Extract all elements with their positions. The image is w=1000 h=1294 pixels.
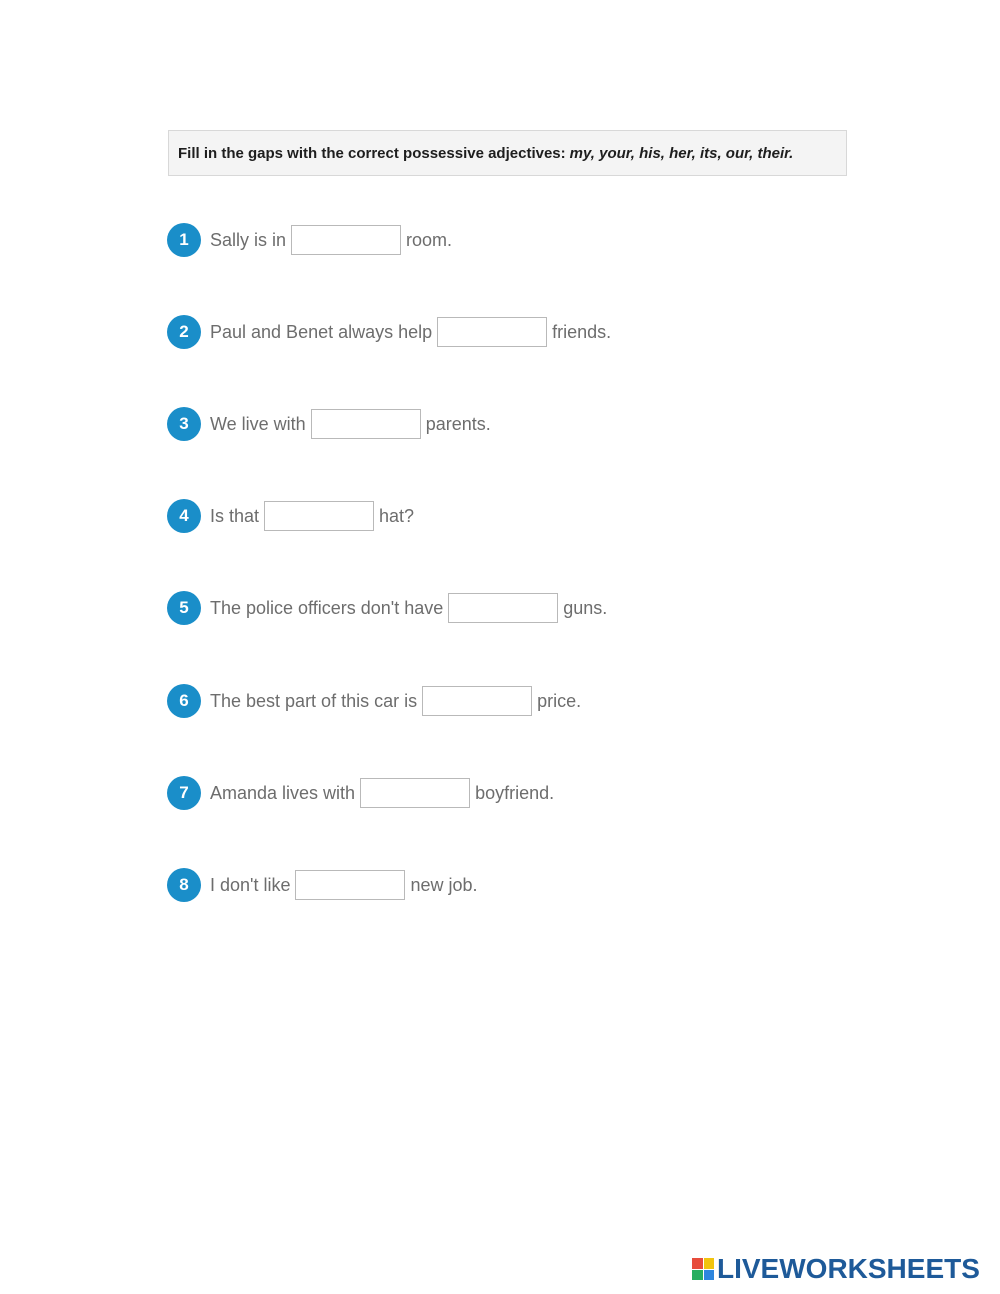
question-number-badge: 5 — [167, 591, 201, 625]
question-2 — [167, 316, 611, 348]
question-text-before: I don't like — [210, 874, 291, 895]
answer-input-2[interactable] — [437, 317, 547, 347]
question-text-before: Is that — [210, 505, 260, 526]
question-text-after: parents. — [425, 413, 491, 434]
instruction-lead: Fill in the gaps with the correct possessive adjectives: — [178, 144, 566, 162]
question-text-after: boyfriend. — [475, 782, 555, 803]
question-text-before: Sally is in — [210, 229, 287, 250]
question-6 — [167, 685, 581, 717]
question-number-badge: 7 — [167, 776, 201, 810]
liveworksheets-logo-icon — [692, 1258, 714, 1280]
question-1 — [167, 224, 452, 256]
question-number-badge: 4 — [167, 499, 201, 533]
answer-input-1[interactable] — [291, 225, 401, 255]
question-3 — [167, 408, 491, 440]
question-5 — [167, 592, 607, 624]
question-text-after: room. — [406, 229, 453, 250]
question-text-after: price. — [537, 690, 582, 711]
answer-input-3[interactable] — [311, 409, 421, 439]
question-number-badge: 1 — [167, 223, 201, 257]
answer-input-8[interactable] — [295, 870, 405, 900]
logo-square — [704, 1258, 715, 1269]
question-text-before: Amanda lives with — [210, 782, 356, 803]
answer-input-7[interactable] — [360, 778, 470, 808]
question-number-badge: 2 — [167, 315, 201, 349]
liveworksheets-brand — [692, 1254, 980, 1284]
question-text-after: friends. — [552, 321, 612, 342]
answer-input-4[interactable] — [264, 501, 374, 531]
instruction-box — [168, 130, 847, 176]
question-number-badge: 6 — [167, 684, 201, 718]
question-text-before: We live with — [210, 413, 306, 434]
question-text-before: The police officers don't have — [210, 597, 444, 618]
question-number-badge: 8 — [167, 868, 201, 902]
logo-square — [692, 1258, 703, 1269]
question-number-badge: 3 — [167, 407, 201, 441]
question-text-before: The best part of this car is — [210, 690, 418, 711]
question-8 — [167, 869, 478, 901]
question-text-after: new job. — [410, 874, 478, 895]
instruction-options: my, your, his, her, its, our, their. — [569, 144, 794, 162]
logo-square — [692, 1270, 703, 1281]
answer-input-6[interactable] — [422, 686, 532, 716]
question-text-before: Paul and Benet always help — [210, 321, 433, 342]
logo-square — [704, 1270, 715, 1281]
question-text-after: guns. — [563, 597, 608, 618]
question-4 — [167, 500, 414, 532]
question-text-after: hat? — [379, 505, 415, 526]
brand-name: LIVEWORKSHEETS — [717, 1253, 980, 1284]
answer-input-5[interactable] — [448, 593, 558, 623]
question-7 — [167, 777, 554, 809]
